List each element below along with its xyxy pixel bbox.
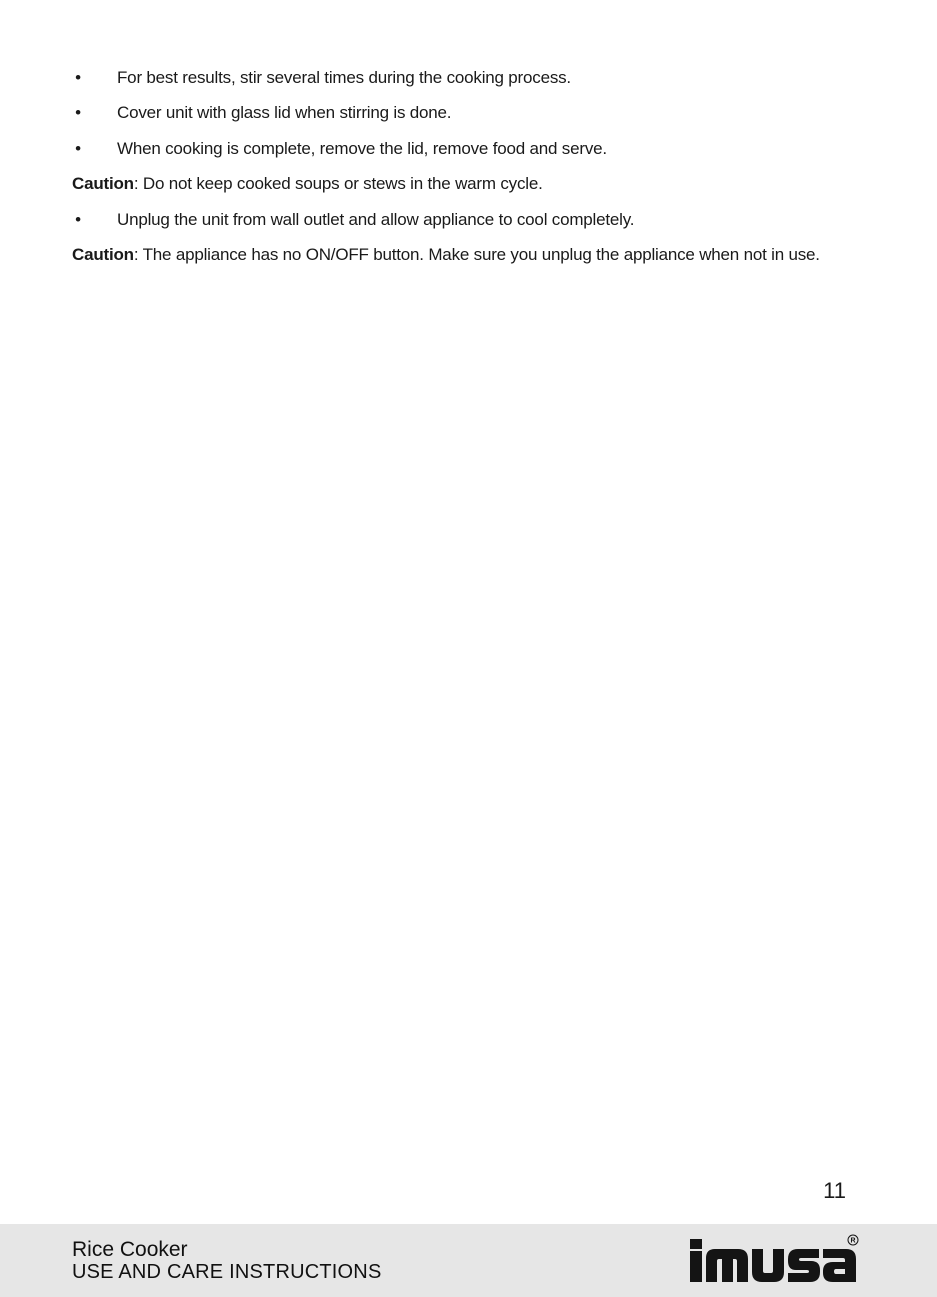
bullet-icon: • — [75, 103, 81, 123]
bullet-item-unplug — [72, 206, 872, 241]
imusa-logo — [688, 1234, 860, 1284]
caution-label: Caution — [72, 174, 134, 194]
bullet-item-cover — [72, 99, 872, 134]
footer-bar — [0, 1224, 937, 1297]
footer-subtitle: USE AND CARE INSTRUCTIONS — [72, 1261, 382, 1283]
bullet-icon: • — [75, 68, 81, 87]
caution-text: : Do not keep cooked soups or stews in the warm cycle. — [133, 174, 543, 194]
page-number: 11 — [823, 1178, 846, 1203]
bullet-item-stir — [72, 64, 872, 99]
instruction-content — [72, 64, 872, 276]
bullet-text: When cooking is complete, remove the lid, remove food and serve. — [117, 138, 607, 158]
bullet-text: Cover unit with glass lid when stirring is done. — [117, 103, 452, 123]
caution-warm-cycle — [72, 170, 872, 205]
bullet-text: For best results, stir several times during the cooking process. — [117, 68, 571, 87]
svg-text:R: R — [850, 1237, 856, 1245]
footer-title: Rice Cooker — [72, 1238, 188, 1261]
bullet-text: Unplug the unit from wall outlet and allow appliance to cool completely. — [117, 209, 635, 229]
caution-no-switch — [72, 241, 872, 276]
caution-label: Caution — [72, 244, 134, 264]
bullet-item-serve — [72, 135, 872, 170]
caution-text: : The appliance has no ON/OFF button. Make sure you unplug the appliance when not in use. — [133, 244, 820, 264]
bullet-icon: • — [75, 138, 81, 158]
bullet-icon: • — [75, 209, 81, 229]
